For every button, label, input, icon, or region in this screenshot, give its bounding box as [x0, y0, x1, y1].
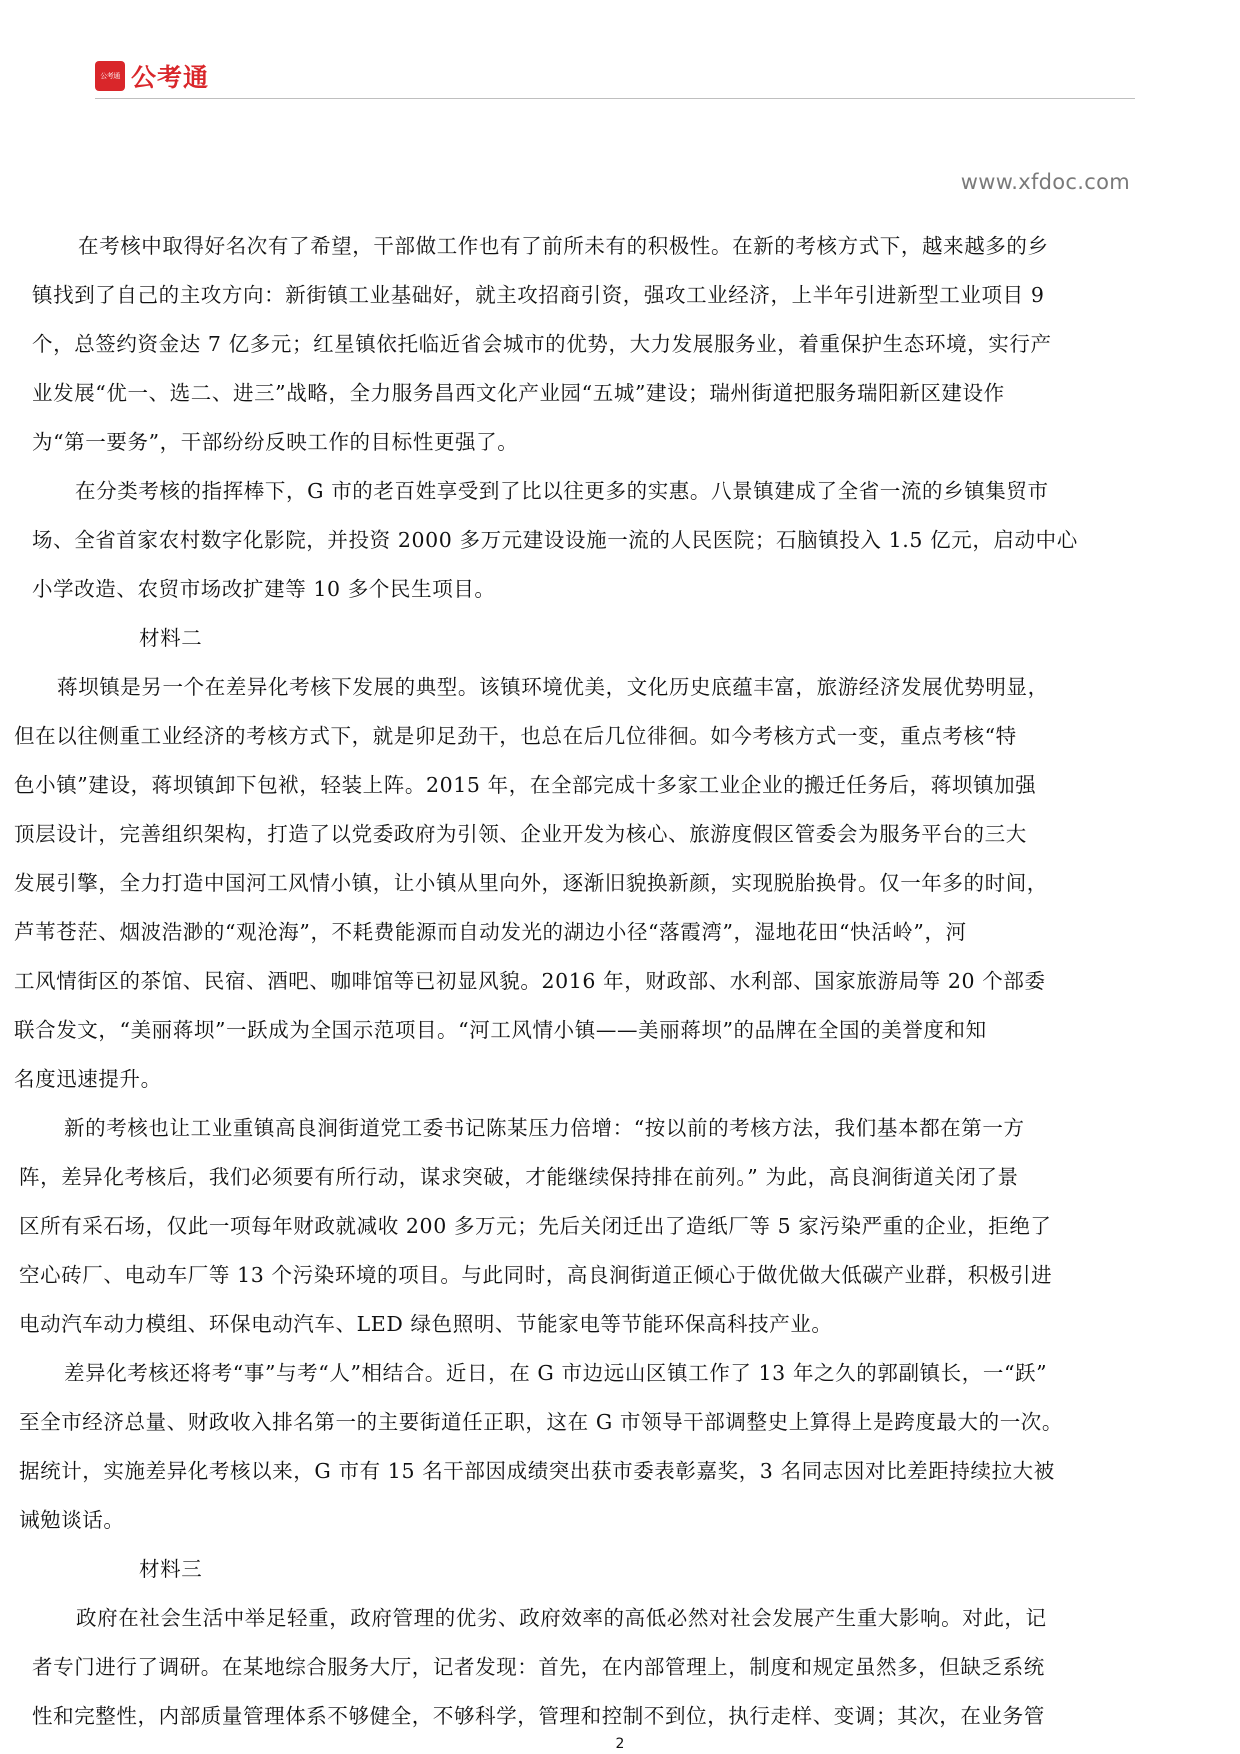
page-number: 2	[615, 1736, 625, 1752]
text-line: 小学改造、农贸市场改扩建等 10 多个民生项目。	[32, 577, 496, 601]
text-line: 名度迅速提升。	[14, 1067, 162, 1091]
text-line: 至全市经济总量、财政收入排名第一的主要街道任正职，这在 G 市领导干部调整史上算得上是跨度最大的一次。	[19, 1410, 1064, 1434]
text-line: 个，总签约资金达 7 亿多元；红星镇依托临近省会城市的优势，大力发展服务业，着重保护生态环境，实行产	[32, 332, 1052, 356]
text-line: 但在以往侧重工业经济的考核方式下，就是卯足劲干，也总在后几位徘徊。如今考核方式一变，重点考核“特	[14, 724, 1017, 748]
text-line: 差异化考核还将考“事”与考“人”相结合。近日，在 G 市边远山区镇工作了 13 年之久的郭副镇长，一“跃”	[64, 1361, 1048, 1385]
logo-text: 公考通	[131, 63, 210, 92]
text-line: 空心砖厂、电动车厂等 13 个污染环境的项目。与此同时，高良涧街道正倾心于做优做大低碳产业群，积极引进	[19, 1263, 1053, 1287]
text-line: 政府在社会生活中举足轻重，政府管理的优劣、政府效率的高低必然对社会发展产生重大影响。对此，记	[76, 1606, 1047, 1630]
text-line: 区所有采石场，仅此一项每年财政就减收 200 多万元；先后关闭迁出了造纸厂等 5 家污染严重的企业，拒绝了	[19, 1214, 1052, 1238]
text-line: 为“第一要务”，干部纷纷反映工作的目标性更强了。	[32, 430, 519, 454]
text-line: 联合发文，“美丽蒋坝”一跃成为全国示范项目。“河工风情小镇——美丽蒋坝”的品牌在全国的美誉度和知	[14, 1018, 987, 1042]
text-line: 电动汽车动力模组、环保电动汽车、LED 绿色照明、节能家电等节能环保高科技产业。	[19, 1312, 833, 1336]
text-line: 者专门进行了调研。在某地综合服务大厅，记者发现：首先，在内部管理上，制度和规定虽然多，但缺乏系统	[32, 1655, 1045, 1679]
site-url: www.xfdoc.com	[960, 170, 1130, 194]
text-line: 新的考核也让工业重镇高良涧街道党工委书记陈某压力倍增：“按以前的考核方法，我们基本都在第一方	[64, 1116, 1025, 1140]
text-line: 蒋坝镇是另一个在差异化考核下发展的典型。该镇环境优美，文化历史底蕴丰富，旅游经济发展优势明显，	[57, 675, 1049, 699]
text-line: 在分类考核的指挥棒下，G 市的老百姓享受到了比以往更多的实惠。八景镇建成了全省一流的乡镇集贸市	[75, 479, 1049, 503]
text-line: 色小镇”建设，蒋坝镇卸下包袱，轻装上阵。2015 年，在全部完成十多家工业企业的搬迁任务后，蒋坝镇加强	[14, 773, 1037, 797]
text-line: 据统计，实施差异化考核以来，G 市有 15 名干部因成绩突出获市委表彰嘉奖，3 名同志因对比差距持续拉大被	[19, 1459, 1055, 1483]
text-line: 阵，差异化考核后，我们必须要有所行动，谋求突破，才能继续保持排在前列。” 为此，高良涧街道关闭了景	[19, 1165, 1019, 1189]
section-heading: 材料三	[139, 1557, 203, 1581]
text-line: 诫勉谈话。	[19, 1508, 125, 1532]
text-line: 工风情街区的茶馆、民宿、酒吧、咖啡馆等已初显风貌。2016 年，财政部、水利部、国家旅游局等 20 个部委	[14, 969, 1046, 993]
text-line: 在考核中取得好名次有了希望，干部做工作也有了前所未有的积极性。在新的考核方式下，越来越多的乡	[78, 234, 1049, 258]
text-line: 芦苇苍茫、烟波浩渺的“观沧海”，不耗费能源而自动发光的湖边小径“落霞湾”，湿地花田“快活岭”，河	[14, 920, 967, 944]
text-line: 发展引擎，全力打造中国河工风情小镇，让小镇从里向外，逐渐旧貌换新颜，实现脱胎换骨。仅一年多的时间，	[14, 871, 1048, 895]
text-line: 镇找到了自己的主攻方向：新街镇工业基础好，就主攻招商引资，强攻工业经济，上半年引进新型工业项目 9	[32, 283, 1045, 307]
logo-icon: 公考通	[95, 61, 125, 91]
text-line: 场、全省首家农村数字化影院，并投资 2000 多万元建设设施一流的人民医院；石脑镇投入 1.5 亿元，启动中心	[32, 528, 1078, 552]
text-line: 业发展“优一、选二、进三”战略，全力服务昌西文化产业园“五城”建设；瑞州街道把服务瑞阳新区建设作	[32, 381, 1005, 405]
header-divider	[95, 98, 1135, 99]
section-heading: 材料二	[139, 626, 203, 650]
text-line: 顶层设计，完善组织架构，打造了以党委政府为引领、企业开发为核心、旅游度假区管委会为服务平台的三大	[14, 822, 1027, 846]
header	[95, 58, 209, 94]
text-line: 性和完整性，内部质量管理体系不够健全，不够科学，管理和控制不到位，执行走样、变调；其次，在业务管	[32, 1704, 1045, 1728]
